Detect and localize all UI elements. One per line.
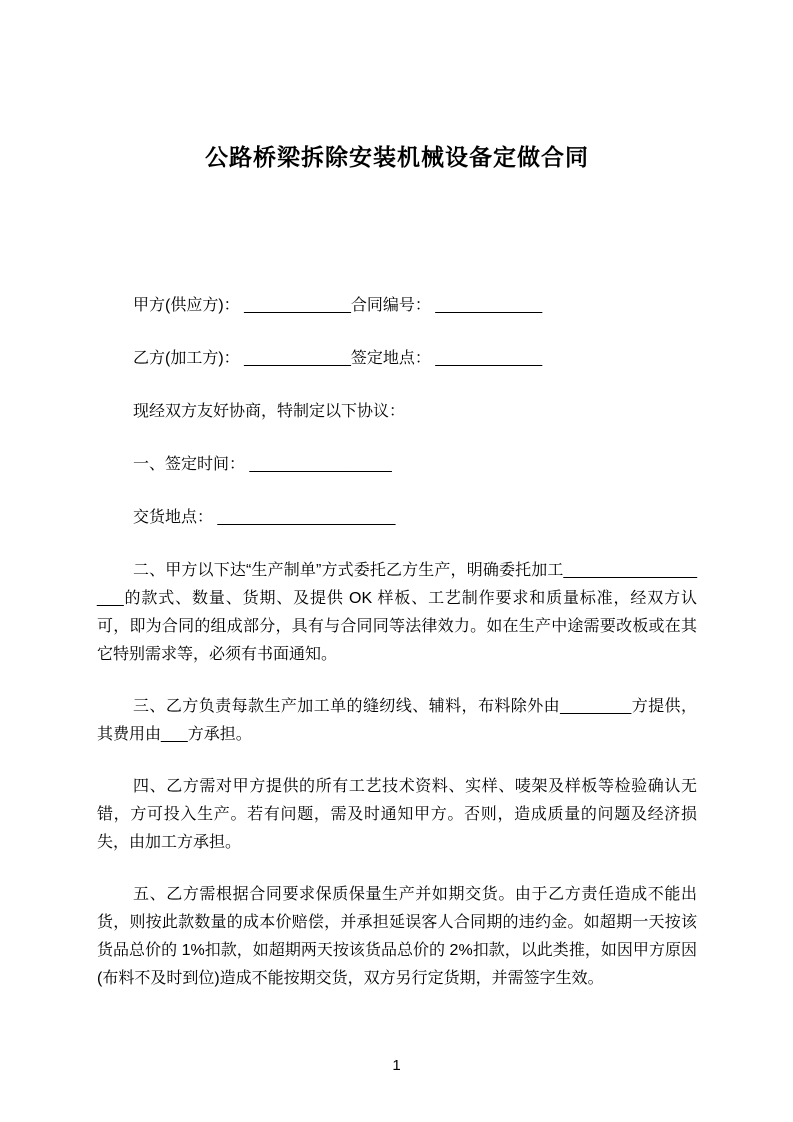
delivery-place-line: 交货地点： ____________________ <box>133 509 396 526</box>
party-b-line: 乙方(加工方)： ____________签定地点： ____________ <box>133 350 543 367</box>
clause-3-paragraph: 三、乙方负责每款生产加工单的缝纫线、辅料，布料除外由________方提供，其费用由___方承担。 <box>97 698 697 743</box>
page-number: 1 <box>392 1057 401 1074</box>
document-title: 公路桥梁拆除安装机械设备定做合同 <box>205 144 589 170</box>
clause-1-sign-time-line: 一、签定时间： ________________ <box>133 456 392 473</box>
clause-4-paragraph: 四、乙方需对甲方提供的所有工艺技术资料、实样、唛架及样板等检验确认无错，方可投入生产。若有问题，需及时通知甲方。否则，造成质量的问题及经济损失，由加工方承担。 <box>97 778 697 851</box>
agreement-intro-line: 现经双方友好协商，特制定以下协议： <box>133 403 406 420</box>
clause-2-paragraph: 二、甲方以下达“生产制单”方式委托乙方生产，明确委托加工__________________的款式、数量、货期、及提供 OK 样板、工艺制作要求和质量标准，经双方认可，即为合同的组成部分，具有与合同同等法律效力。如在生产中途需要改板或在其它特别需求等，必须有书面通知。 <box>97 562 697 663</box>
party-a-line: 甲方(供应方)： ____________合同编号： ____________ <box>133 297 543 314</box>
clause-5-paragraph: 五、乙方需根据合同要求保质保量生产并如期交货。由于乙方责任造成不能出货，则按此款数量的成本价赔偿，并承担延误客人合同期的违约金。如超期一天按该货品总价的 1%扣款，如超期两天按该货品总价的 2%扣款，以此类推，如因甲方原因(布料不及时到位)造成不能按期交货，双方另行定货期，并需签字生效。 <box>97 886 697 987</box>
